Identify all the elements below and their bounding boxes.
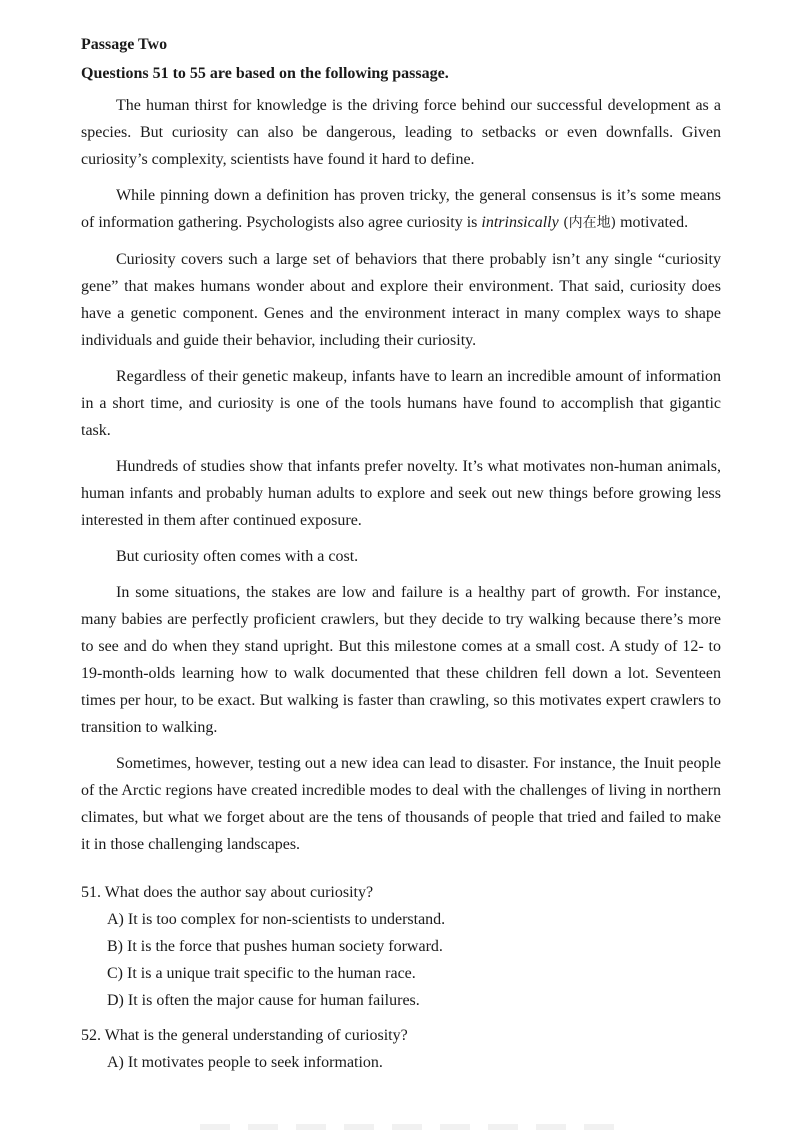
question-stem: 52. What is the general understanding of curiosity? [81,1027,408,1044]
question-52 [81,1022,721,1076]
paragraph-2-text-before: While pinning down a definition has proven tricky, the general consensus is it’s some means of information gathering. Psychologists also agree curiosity is [81,187,721,231]
paragraph-5: Hundreds of studies show that infants prefer novelty. It’s what motivates non-human animals, human infants and probably human adults to explore and seek out new things before growing less interested in them after continued exposure. [81,458,721,529]
answer-option-a: A) It is too complex for non-scientists to understand. [107,911,446,928]
paragraph-6: But curiosity often comes with a cost. [116,548,359,565]
paragraph-2 [81,182,721,237]
italic-term: intrinsically [481,214,559,231]
paragraph-1: The human thirst for knowledge is the driving force behind our successful development as a species. But curiosity can also be dangerous, leading to setbacks or even downfalls. Given curiosity’s complexity, scientists have found it hard to define. [81,97,721,168]
paragraph-4: Regardless of their genetic makeup, infants have to learn an incredible amount of information in a short time, and curiosity is one of the tools humans have found to accomplish that gigantic task. [81,368,721,439]
passage-instruction: Questions 51 to 55 are based on the following passage. [81,65,449,82]
answer-option-c: C) It is a unique trait specific to the human race. [107,965,416,982]
answer-option-b: B) It is the force that pushes human society forward. [107,938,443,955]
question-stem: 51. What does the author say about curiosity? [81,884,374,901]
answer-option-a: A) It motivates people to seek information. [107,1054,383,1071]
cut-off-text-line [200,1124,630,1130]
paragraph-3: Curiosity covers such a large set of behaviors that there probably isn’t any single “curiosity gene” that makes humans wonder about and explore their environment. That said, curiosity does have a genetic component. Genes and the environment interact in many complex ways to shape individuals and guide their behavior, including their curiosity. [81,251,721,349]
passage-title: Passage Two [81,36,168,53]
question-list [81,879,721,1076]
answer-option-d: D) It is often the major cause for human failures. [107,992,420,1009]
paragraph-2-text-after: motivated. [616,214,689,231]
exam-page [81,30,721,1084]
paragraph-7: In some situations, the stakes are low and failure is a healthy part of growth. For instance, many babies are perfectly proficient crawlers, but they decide to try walking because there’s more to see and do when they stand upright. But this milestone comes at a small cost. A study of 12- to 19-month-olds learning how to walk documented that these children fell down a lot. Seventeen times per hour, to be exact. But walking is faster than crawling, so this motivates expert crawlers to transition to walking. [81,584,721,736]
paragraph-8: Sometimes, however, testing out a new idea can lead to disaster. For instance, the Inuit people of the Arctic regions have created incredible modes to deal with the challenges of living in northern climates, but what we forget about are the tens of thousands of people that tried and failed to make it in those challenging landscapes. [81,755,721,853]
chinese-gloss: (内在地) [558,215,617,231]
question-51 [81,879,721,1014]
